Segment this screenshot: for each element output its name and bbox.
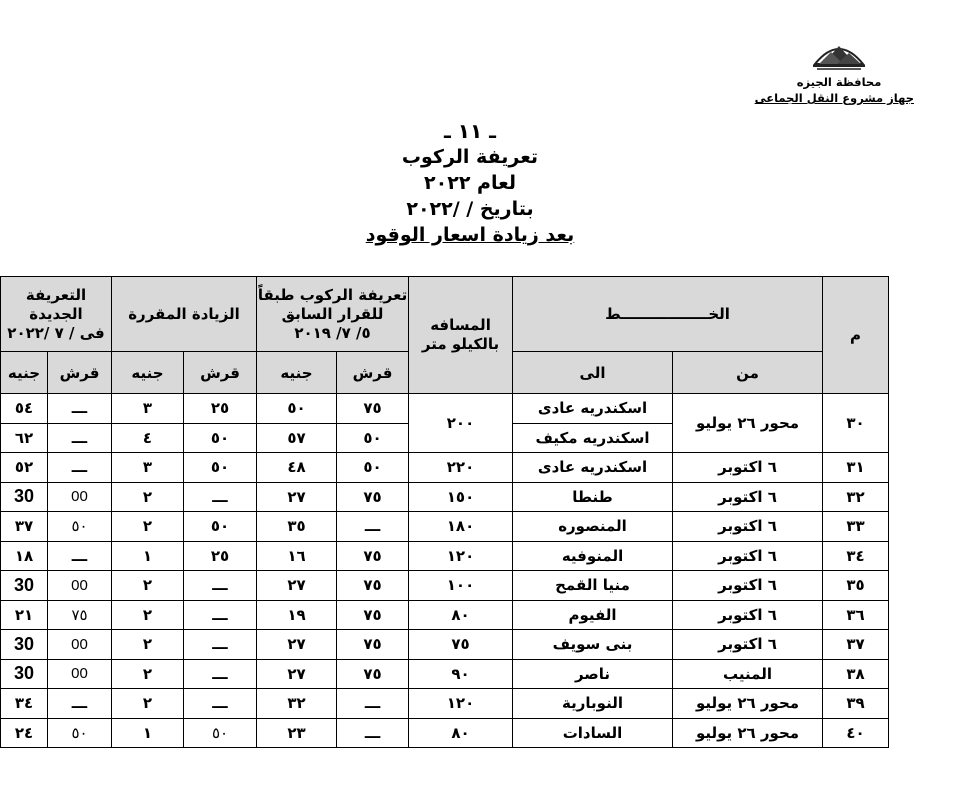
table-row <box>1 571 889 601</box>
row-new-pound: ٢١ <box>1 600 48 630</box>
header-increase: الزيادة المقررة <box>112 277 257 352</box>
row-from: ٦ اكتوبر <box>673 541 823 571</box>
row-prev-pound: ٣٢ <box>257 689 337 719</box>
header-previous-fare-line1: تعريفة الركوب طبقاً <box>257 285 408 304</box>
row-inc-pound: ٢ <box>112 659 184 689</box>
table-row <box>1 541 889 571</box>
row-inc-pound: ٢ <box>112 482 184 512</box>
row-distance: ١٠٠ <box>409 571 513 601</box>
row-new-pound: ٢٤ <box>1 718 48 748</box>
row-inc-piaster: ـــ <box>184 571 257 601</box>
row-prev-pound: ٢٧ <box>257 482 337 512</box>
row-inc-piaster: ـــ <box>184 659 257 689</box>
row-inc-piaster: ٥٠ <box>184 423 257 453</box>
row-index: ٣٩ <box>823 689 889 719</box>
row-new-piaster: ـــ <box>48 394 112 424</box>
row-index: ٣٧ <box>823 630 889 660</box>
row-distance: ٢٠٠ <box>409 394 513 453</box>
row-new-pound: ٣٤ <box>1 689 48 719</box>
row-inc-pound: ٢ <box>112 689 184 719</box>
row-inc-pound: ٢ <box>112 512 184 542</box>
row-inc-piaster: ـــ <box>184 689 257 719</box>
row-distance: ١٢٠ <box>409 541 513 571</box>
row-prev-piaster: ٥٠ <box>337 423 409 453</box>
row-to: الفيوم <box>513 600 673 630</box>
row-to: المنوفيه <box>513 541 673 571</box>
row-prev-piaster: ـــ <box>337 512 409 542</box>
row-to: طنطا <box>513 482 673 512</box>
row-prev-piaster: ٧٥ <box>337 659 409 689</box>
fare-table <box>0 276 889 748</box>
row-from: ٦ اكتوبر <box>673 571 823 601</box>
row-to: السادات <box>513 718 673 748</box>
row-prev-pound: ٢٧ <box>257 659 337 689</box>
row-prev-piaster: ٧٥ <box>337 630 409 660</box>
row-new-pound: 30 <box>1 571 48 601</box>
row-prev-piaster: ٧٥ <box>337 571 409 601</box>
header-index: م <box>823 277 889 394</box>
row-from: المنيب <box>673 659 823 689</box>
row-to: بنى سويف <box>513 630 673 660</box>
header-distance <box>409 277 513 394</box>
table-row <box>1 512 889 542</box>
row-to: ناصر <box>513 659 673 689</box>
row-new-pound: 30 <box>1 482 48 512</box>
row-inc-piaster: ٥٠ <box>184 512 257 542</box>
row-prev-pound: ٣٥ <box>257 512 337 542</box>
row-prev-piaster: ٧٥ <box>337 541 409 571</box>
row-index: ٣٤ <box>823 541 889 571</box>
row-to: النوبارية <box>513 689 673 719</box>
row-prev-pound: ٥٧ <box>257 423 337 453</box>
row-new-pound: 30 <box>1 630 48 660</box>
row-inc-pound: ٤ <box>112 423 184 453</box>
row-prev-pound: ٥٠ <box>257 394 337 424</box>
row-inc-piaster: ٢٥ <box>184 394 257 424</box>
row-prev-pound: ٢٧ <box>257 571 337 601</box>
row-inc-pound: ١ <box>112 718 184 748</box>
header-previous-fare-line2: للقرار السابق <box>281 304 384 323</box>
table-row <box>1 394 889 424</box>
header-previous-fare <box>257 277 409 352</box>
document-year: لعام ٢٠٢٢ <box>424 172 516 194</box>
row-from: ٦ اكتوبر <box>673 453 823 483</box>
row-index: ٣٢ <box>823 482 889 512</box>
row-prev-pound: ٢٧ <box>257 630 337 660</box>
table-row <box>1 482 889 512</box>
row-inc-piaster: ـــ <box>184 630 257 660</box>
row-to: اسكندريه عادى <box>513 453 673 483</box>
agency-name: جهاز مشروع النقل الجماعى <box>754 91 914 105</box>
pyramids-logo-icon <box>809 38 869 72</box>
row-new-piaster: 00 <box>48 630 112 660</box>
row-prev-pound: ٤٨ <box>257 453 337 483</box>
row-inc-pound: ١ <box>112 541 184 571</box>
row-inc-pound: ٣ <box>112 394 184 424</box>
table-row <box>1 600 889 630</box>
row-new-piaster: ٥٠ <box>48 718 112 748</box>
row-new-piaster: 00 <box>48 659 112 689</box>
header-new-fare-line2: فى / ٧ /٢٠٢٢ <box>7 323 105 342</box>
row-to: المنصوره <box>513 512 673 542</box>
row-prev-piaster: ـــ <box>337 689 409 719</box>
table-row <box>1 659 889 689</box>
row-from: محور ٢٦ يوليو <box>673 689 823 719</box>
row-index: ٣٦ <box>823 600 889 630</box>
row-inc-pound: ٣ <box>112 453 184 483</box>
row-new-pound: 30 <box>1 659 48 689</box>
row-inc-piaster: ـــ <box>184 482 257 512</box>
row-index: ٣٣ <box>823 512 889 542</box>
row-from: محور ٢٦ يوليو <box>673 718 823 748</box>
document-date: بتاريخ / /٢٠٢٢ <box>406 198 534 220</box>
row-index: ٤٠ <box>823 718 889 748</box>
row-inc-pound: ٢ <box>112 630 184 660</box>
row-from: ٦ اكتوبر <box>673 482 823 512</box>
row-new-piaster: 00 <box>48 571 112 601</box>
row-new-piaster: ـــ <box>48 453 112 483</box>
row-distance: ١٢٠ <box>409 689 513 719</box>
row-inc-pound: ٢ <box>112 571 184 601</box>
organization-block <box>754 38 914 106</box>
table-row <box>1 630 889 660</box>
row-prev-piaster: ٧٥ <box>337 600 409 630</box>
table-row <box>1 453 889 483</box>
table-row <box>1 718 889 748</box>
row-inc-piaster: ٥٠ <box>184 718 257 748</box>
table-row <box>1 689 889 719</box>
header-increase-pound: جنيه <box>112 352 184 394</box>
header-new-pound: جنيه <box>1 352 48 394</box>
page-number: ـ ١١ ـ <box>443 119 497 143</box>
row-to: اسكندريه عادى <box>513 394 673 424</box>
row-inc-piaster: ٥٠ <box>184 453 257 483</box>
header-previous-pound: جنيه <box>257 352 337 394</box>
row-new-pound: ٦٢ <box>1 423 48 453</box>
row-distance: ٨٠ <box>409 600 513 630</box>
row-index: ٣٥ <box>823 571 889 601</box>
header-increase-piaster: قرش <box>184 352 257 394</box>
header-new-fare-line1: التعريفة الجديدة <box>25 285 87 323</box>
row-inc-piaster: ـــ <box>184 600 257 630</box>
row-prev-piaster: ٧٥ <box>337 482 409 512</box>
row-new-piaster: ـــ <box>48 689 112 719</box>
header-previous-piaster: قرش <box>337 352 409 394</box>
header-distance-line1: المسافه <box>430 316 491 334</box>
row-new-pound: ٥٢ <box>1 453 48 483</box>
header-distance-line2: بالكيلو متر <box>421 335 500 353</box>
document-subtitle: بعد زيادة اسعار الوقود <box>365 224 575 246</box>
row-inc-pound: ٢ <box>112 600 184 630</box>
header-to: الى <box>513 352 673 394</box>
row-new-pound: ١٨ <box>1 541 48 571</box>
row-from: محور ٢٦ يوليو <box>673 394 823 453</box>
row-index: ٣٨ <box>823 659 889 689</box>
row-to: منيا القمح <box>513 571 673 601</box>
row-distance: ٢٢٠ <box>409 453 513 483</box>
row-index: ٣٠ <box>823 394 889 453</box>
row-prev-piaster: ـــ <box>337 718 409 748</box>
header-from: من <box>673 352 823 394</box>
header-line: الخـــــــــــــــــط <box>513 277 823 352</box>
document-headings <box>260 118 680 248</box>
row-distance: ٩٠ <box>409 659 513 689</box>
row-new-piaster: ٥٠ <box>48 512 112 542</box>
row-from: ٦ اكتوبر <box>673 600 823 630</box>
row-new-piaster: ـــ <box>48 541 112 571</box>
row-distance: ١٨٠ <box>409 512 513 542</box>
row-index: ٣١ <box>823 453 889 483</box>
row-inc-piaster: ٢٥ <box>184 541 257 571</box>
row-new-piaster: 00 <box>48 482 112 512</box>
header-new-fare <box>1 277 112 352</box>
governorate-name: محافظة الجيزه <box>796 75 882 89</box>
row-prev-pound: ٢٣ <box>257 718 337 748</box>
row-from: ٦ اكتوبر <box>673 630 823 660</box>
row-distance: ١٥٠ <box>409 482 513 512</box>
header-new-piaster: قرش <box>48 352 112 394</box>
row-new-pound: ٣٧ <box>1 512 48 542</box>
row-distance: ٨٠ <box>409 718 513 748</box>
row-to: اسكندريه مكيف <box>513 423 673 453</box>
row-distance: ٧٥ <box>409 630 513 660</box>
row-prev-pound: ١٩ <box>257 600 337 630</box>
row-new-piaster: ٧٥ <box>48 600 112 630</box>
row-from: ٦ اكتوبر <box>673 512 823 542</box>
row-prev-pound: ١٦ <box>257 541 337 571</box>
row-new-pound: ٥٤ <box>1 394 48 424</box>
header-previous-fare-line3: ٥/ ٧/ ٢٠١٩ <box>294 323 371 342</box>
document-title: تعريفة الركوب <box>401 146 539 168</box>
row-prev-piaster: ٧٥ <box>337 394 409 424</box>
row-prev-piaster: ٥٠ <box>337 453 409 483</box>
row-new-piaster: ـــ <box>48 423 112 453</box>
